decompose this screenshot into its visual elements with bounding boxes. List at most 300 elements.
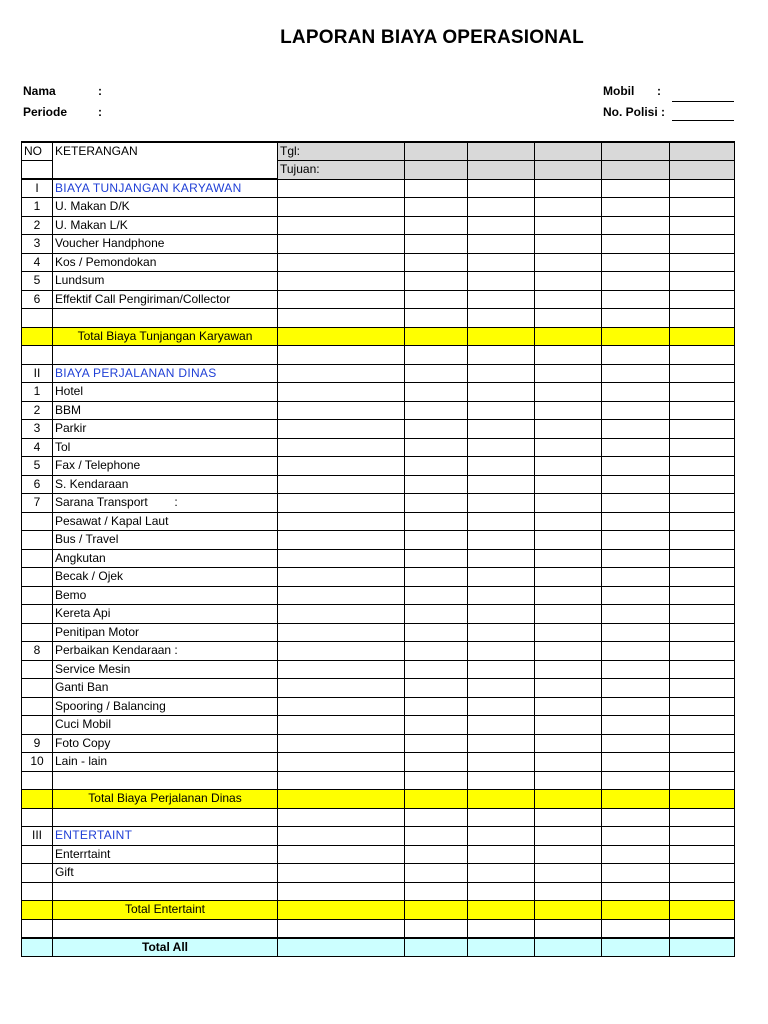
value-cell[interactable]	[535, 438, 602, 457]
row-number	[22, 716, 53, 735]
value-cell[interactable]	[278, 790, 405, 809]
value-cell[interactable]	[535, 938, 602, 957]
value-cell[interactable]	[602, 531, 670, 550]
value-cell[interactable]	[278, 438, 405, 457]
value-cell[interactable]	[278, 716, 405, 735]
value-cell[interactable]	[278, 938, 405, 957]
value-cell[interactable]	[602, 198, 670, 217]
value-cell[interactable]	[468, 290, 535, 309]
value-cell[interactable]	[535, 272, 602, 291]
value-cell[interactable]	[670, 827, 735, 846]
value-cell[interactable]	[535, 623, 602, 642]
value-cell[interactable]	[405, 864, 468, 883]
value-cell[interactable]	[602, 179, 670, 198]
value-cell[interactable]	[278, 383, 405, 402]
value-cell[interactable]	[405, 771, 468, 790]
value-cell[interactable]	[278, 420, 405, 439]
value-cell[interactable]	[670, 642, 735, 661]
value-cell[interactable]	[405, 253, 468, 272]
value-cell[interactable]	[278, 290, 405, 309]
value-cell[interactable]	[602, 882, 670, 901]
table-row	[22, 401, 735, 420]
value-cell[interactable]	[670, 771, 735, 790]
row-number: 5	[22, 457, 53, 476]
value-cell[interactable]	[670, 919, 735, 938]
value-cell[interactable]	[468, 679, 535, 698]
keterangan-cell: Fax / Telephone	[53, 457, 278, 476]
value-cell[interactable]	[278, 364, 405, 383]
value-cell[interactable]	[278, 179, 405, 198]
value-cell[interactable]	[535, 531, 602, 550]
value-cell[interactable]	[278, 309, 405, 328]
value-cell[interactable]	[468, 864, 535, 883]
value-cell[interactable]	[670, 179, 735, 198]
value-cell[interactable]	[468, 512, 535, 531]
section-title: ENTERTAINT	[55, 828, 133, 843]
row-number: 9	[22, 734, 53, 753]
row-number	[22, 919, 53, 938]
value-cell[interactable]	[405, 401, 468, 420]
value-cell[interactable]	[278, 549, 405, 568]
polisi-input-line[interactable]	[672, 120, 734, 121]
value-cell[interactable]	[278, 771, 405, 790]
value-cell[interactable]	[405, 568, 468, 587]
value-cell[interactable]	[468, 198, 535, 217]
tujuan-cell[interactable]	[670, 161, 735, 180]
keterangan-cell: Pesawat / Kapal Laut	[53, 512, 278, 531]
value-cell[interactable]	[405, 882, 468, 901]
value-cell[interactable]	[670, 605, 735, 624]
row-number	[22, 660, 53, 679]
value-cell[interactable]	[670, 734, 735, 753]
value-cell[interactable]	[535, 679, 602, 698]
value-cell[interactable]	[670, 401, 735, 420]
row-number	[22, 605, 53, 624]
value-cell[interactable]	[602, 346, 670, 365]
value-cell[interactable]	[602, 734, 670, 753]
value-cell[interactable]	[278, 827, 405, 846]
value-cell[interactable]	[405, 475, 468, 494]
value-cell[interactable]	[670, 346, 735, 365]
value-cell[interactable]	[602, 401, 670, 420]
value-cell[interactable]	[670, 512, 735, 531]
value-cell[interactable]	[468, 401, 535, 420]
value-cell[interactable]	[468, 235, 535, 254]
value-cell[interactable]	[670, 531, 735, 550]
value-cell[interactable]	[468, 272, 535, 291]
row-number	[22, 549, 53, 568]
value-cell[interactable]	[670, 660, 735, 679]
value-cell[interactable]	[535, 364, 602, 383]
value-cell[interactable]	[468, 420, 535, 439]
value-cell[interactable]	[535, 808, 602, 827]
value-cell[interactable]	[278, 235, 405, 254]
value-cell[interactable]	[670, 697, 735, 716]
value-cell[interactable]	[670, 457, 735, 476]
value-cell[interactable]	[468, 660, 535, 679]
value-cell[interactable]	[535, 568, 602, 587]
value-cell[interactable]	[535, 660, 602, 679]
value-cell[interactable]	[468, 808, 535, 827]
value-cell[interactable]	[535, 494, 602, 513]
value-cell[interactable]	[670, 808, 735, 827]
value-cell[interactable]	[602, 753, 670, 772]
value-cell[interactable]	[468, 253, 535, 272]
grand-total-label: Total All	[53, 938, 278, 957]
value-cell[interactable]	[602, 716, 670, 735]
value-cell[interactable]	[278, 401, 405, 420]
value-cell[interactable]	[670, 272, 735, 291]
value-cell[interactable]	[602, 586, 670, 605]
value-cell[interactable]	[278, 327, 405, 346]
tgl-cell[interactable]	[535, 142, 602, 161]
value-cell[interactable]	[670, 623, 735, 642]
keterangan-cell: Service Mesin	[53, 660, 278, 679]
value-cell[interactable]	[602, 420, 670, 439]
value-cell[interactable]	[405, 272, 468, 291]
value-cell[interactable]	[278, 919, 405, 938]
value-cell[interactable]	[468, 827, 535, 846]
value-cell[interactable]	[405, 845, 468, 864]
value-cell[interactable]	[278, 457, 405, 476]
value-cell[interactable]	[535, 235, 602, 254]
value-cell[interactable]	[602, 494, 670, 513]
value-cell[interactable]	[278, 605, 405, 624]
row-number: 3	[22, 420, 53, 439]
value-cell[interactable]	[468, 753, 535, 772]
tgl-cell[interactable]	[670, 142, 735, 161]
value-cell[interactable]	[602, 938, 670, 957]
value-cell[interactable]	[468, 568, 535, 587]
value-cell[interactable]	[405, 290, 468, 309]
tujuan-cell[interactable]	[405, 161, 468, 180]
value-cell[interactable]	[670, 253, 735, 272]
value-cell[interactable]	[535, 586, 602, 605]
value-cell[interactable]	[602, 605, 670, 624]
value-cell[interactable]	[405, 512, 468, 531]
value-cell[interactable]	[602, 919, 670, 938]
value-cell[interactable]	[602, 457, 670, 476]
value-cell[interactable]	[670, 235, 735, 254]
value-cell[interactable]	[602, 790, 670, 809]
value-cell[interactable]	[405, 457, 468, 476]
value-cell[interactable]	[278, 475, 405, 494]
value-cell[interactable]	[670, 327, 735, 346]
value-cell[interactable]	[405, 679, 468, 698]
value-cell[interactable]	[278, 346, 405, 365]
value-cell[interactable]	[468, 438, 535, 457]
value-cell[interactable]	[670, 845, 735, 864]
value-cell[interactable]	[468, 642, 535, 661]
value-cell[interactable]	[602, 568, 670, 587]
row-number: 6	[22, 290, 53, 309]
value-cell[interactable]	[670, 938, 735, 957]
value-cell[interactable]	[278, 623, 405, 642]
value-cell[interactable]	[535, 753, 602, 772]
value-cell[interactable]	[602, 290, 670, 309]
value-cell[interactable]	[535, 864, 602, 883]
row-number: 8	[22, 642, 53, 661]
keterangan-cell: Spooring / Balancing	[53, 697, 278, 716]
tgl-cell[interactable]	[468, 142, 535, 161]
value-cell[interactable]	[405, 438, 468, 457]
value-cell[interactable]	[602, 216, 670, 235]
value-cell[interactable]	[670, 679, 735, 698]
tgl-cell[interactable]	[602, 142, 670, 161]
value-cell[interactable]	[602, 475, 670, 494]
col-keterangan-header: KETERANGAN	[53, 142, 278, 179]
value-cell[interactable]	[468, 919, 535, 938]
value-cell[interactable]	[535, 901, 602, 920]
value-cell[interactable]	[535, 771, 602, 790]
value-cell[interactable]	[468, 605, 535, 624]
value-cell[interactable]	[468, 346, 535, 365]
value-cell[interactable]	[602, 623, 670, 642]
value-cell[interactable]	[670, 586, 735, 605]
value-cell[interactable]	[278, 753, 405, 772]
value-cell[interactable]	[535, 790, 602, 809]
value-cell[interactable]	[405, 420, 468, 439]
row-number	[22, 771, 53, 790]
value-cell[interactable]	[468, 383, 535, 402]
value-cell[interactable]	[405, 901, 468, 920]
value-cell[interactable]	[468, 586, 535, 605]
value-cell[interactable]	[278, 808, 405, 827]
value-cell[interactable]	[405, 549, 468, 568]
value-cell[interactable]	[278, 845, 405, 864]
value-cell[interactable]	[602, 827, 670, 846]
value-cell[interactable]	[535, 642, 602, 661]
value-cell[interactable]	[535, 253, 602, 272]
value-cell[interactable]	[602, 253, 670, 272]
value-cell[interactable]	[468, 716, 535, 735]
value-cell[interactable]	[535, 475, 602, 494]
value-cell[interactable]	[405, 383, 468, 402]
value-cell[interactable]	[602, 383, 670, 402]
value-cell[interactable]	[468, 901, 535, 920]
value-cell[interactable]	[405, 531, 468, 550]
keterangan-cell: Kereta Api	[53, 605, 278, 624]
value-cell[interactable]	[468, 771, 535, 790]
value-cell[interactable]	[535, 845, 602, 864]
value-cell[interactable]	[468, 697, 535, 716]
value-cell[interactable]	[670, 494, 735, 513]
value-cell[interactable]	[468, 475, 535, 494]
value-cell[interactable]	[602, 771, 670, 790]
value-cell[interactable]	[535, 549, 602, 568]
value-cell[interactable]	[535, 383, 602, 402]
value-cell[interactable]	[278, 494, 405, 513]
value-cell[interactable]	[602, 364, 670, 383]
value-cell[interactable]	[278, 864, 405, 883]
value-cell[interactable]	[278, 531, 405, 550]
subtotal-label: Total Entertaint	[53, 901, 278, 920]
value-cell[interactable]	[468, 549, 535, 568]
row-number	[22, 623, 53, 642]
value-cell[interactable]	[405, 697, 468, 716]
value-cell[interactable]	[405, 346, 468, 365]
value-cell[interactable]	[602, 697, 670, 716]
value-cell[interactable]	[535, 309, 602, 328]
value-cell[interactable]	[405, 660, 468, 679]
value-cell[interactable]	[602, 235, 670, 254]
value-cell[interactable]	[670, 364, 735, 383]
value-cell[interactable]	[535, 216, 602, 235]
value-cell[interactable]	[670, 753, 735, 772]
value-cell[interactable]	[535, 457, 602, 476]
value-cell[interactable]	[405, 919, 468, 938]
value-cell[interactable]	[535, 512, 602, 531]
tujuan-cell[interactable]	[468, 161, 535, 180]
value-cell[interactable]	[535, 198, 602, 217]
value-cell[interactable]	[278, 901, 405, 920]
value-cell[interactable]	[670, 901, 735, 920]
mobil-input-line[interactable]	[672, 101, 734, 102]
value-cell[interactable]	[468, 216, 535, 235]
keterangan-cell	[53, 346, 278, 365]
value-cell[interactable]	[405, 808, 468, 827]
value-cell[interactable]	[278, 272, 405, 291]
value-cell[interactable]	[468, 494, 535, 513]
value-cell[interactable]	[468, 364, 535, 383]
value-cell[interactable]	[602, 660, 670, 679]
table-row	[22, 845, 735, 864]
value-cell[interactable]	[468, 623, 535, 642]
value-cell[interactable]	[670, 568, 735, 587]
value-cell[interactable]	[602, 327, 670, 346]
value-cell[interactable]	[405, 494, 468, 513]
value-cell[interactable]	[405, 235, 468, 254]
value-cell[interactable]	[670, 438, 735, 457]
value-cell[interactable]	[405, 938, 468, 957]
value-cell[interactable]	[602, 901, 670, 920]
value-cell[interactable]	[278, 642, 405, 661]
header-row-date	[22, 142, 735, 161]
value-cell[interactable]	[468, 309, 535, 328]
subtotal-row	[22, 790, 735, 809]
value-cell[interactable]	[278, 660, 405, 679]
value-cell[interactable]	[468, 531, 535, 550]
value-cell[interactable]	[670, 864, 735, 883]
value-cell[interactable]	[405, 753, 468, 772]
value-cell[interactable]	[602, 512, 670, 531]
tujuan-cell[interactable]	[602, 161, 670, 180]
value-cell[interactable]	[602, 438, 670, 457]
polisi-label: No. Polisi :	[603, 105, 666, 119]
value-cell[interactable]	[535, 327, 602, 346]
value-cell[interactable]	[535, 697, 602, 716]
value-cell[interactable]	[278, 586, 405, 605]
value-cell[interactable]	[278, 697, 405, 716]
value-cell[interactable]	[602, 808, 670, 827]
value-cell[interactable]	[278, 253, 405, 272]
value-cell[interactable]	[535, 734, 602, 753]
value-cell[interactable]	[468, 734, 535, 753]
value-cell[interactable]	[670, 549, 735, 568]
value-cell[interactable]	[670, 420, 735, 439]
value-cell[interactable]	[468, 845, 535, 864]
value-cell[interactable]	[602, 845, 670, 864]
value-cell[interactable]	[602, 864, 670, 883]
value-cell[interactable]	[670, 290, 735, 309]
value-cell[interactable]	[602, 642, 670, 661]
value-cell[interactable]	[602, 679, 670, 698]
value-cell[interactable]	[535, 179, 602, 198]
tgl-cell[interactable]	[405, 142, 468, 161]
value-cell[interactable]	[405, 827, 468, 846]
value-cell[interactable]	[405, 642, 468, 661]
table-row	[22, 642, 735, 661]
value-cell[interactable]	[278, 734, 405, 753]
value-cell[interactable]	[405, 586, 468, 605]
value-cell[interactable]	[468, 790, 535, 809]
table-row	[22, 864, 735, 883]
value-cell[interactable]	[405, 327, 468, 346]
value-cell[interactable]	[670, 882, 735, 901]
value-cell[interactable]	[468, 938, 535, 957]
value-cell[interactable]	[405, 623, 468, 642]
value-cell[interactable]	[670, 309, 735, 328]
value-cell[interactable]	[535, 290, 602, 309]
value-cell[interactable]	[278, 568, 405, 587]
value-cell[interactable]	[278, 198, 405, 217]
value-cell[interactable]	[405, 179, 468, 198]
value-cell[interactable]	[278, 882, 405, 901]
value-cell[interactable]	[278, 679, 405, 698]
value-cell[interactable]	[405, 790, 468, 809]
keterangan-cell: Penitipan Motor	[53, 623, 278, 642]
value-cell[interactable]	[670, 475, 735, 494]
value-cell[interactable]	[535, 716, 602, 735]
value-cell[interactable]	[535, 827, 602, 846]
value-cell[interactable]	[670, 790, 735, 809]
value-cell[interactable]	[670, 198, 735, 217]
value-cell[interactable]	[602, 272, 670, 291]
value-cell[interactable]	[468, 179, 535, 198]
row-number	[22, 901, 53, 920]
value-cell[interactable]	[405, 198, 468, 217]
value-cell[interactable]	[405, 734, 468, 753]
table-row	[22, 679, 735, 698]
value-cell[interactable]	[602, 309, 670, 328]
value-cell[interactable]	[278, 512, 405, 531]
value-cell[interactable]	[670, 716, 735, 735]
value-cell[interactable]	[535, 401, 602, 420]
value-cell[interactable]	[468, 882, 535, 901]
value-cell[interactable]	[405, 605, 468, 624]
table-row	[22, 623, 735, 642]
value-cell[interactable]	[602, 549, 670, 568]
mobil-label: Mobil	[603, 84, 635, 98]
value-cell[interactable]	[535, 420, 602, 439]
value-cell[interactable]	[535, 346, 602, 365]
value-cell[interactable]	[468, 327, 535, 346]
value-cell[interactable]	[468, 457, 535, 476]
tujuan-cell[interactable]	[535, 161, 602, 180]
value-cell[interactable]	[670, 216, 735, 235]
value-cell[interactable]	[535, 605, 602, 624]
value-cell[interactable]	[405, 216, 468, 235]
value-cell[interactable]	[405, 309, 468, 328]
value-cell[interactable]	[535, 882, 602, 901]
row-number	[22, 808, 53, 827]
value-cell[interactable]	[405, 364, 468, 383]
value-cell[interactable]	[405, 716, 468, 735]
no-header-blank	[22, 161, 53, 180]
value-cell[interactable]	[535, 919, 602, 938]
value-cell[interactable]	[670, 383, 735, 402]
value-cell[interactable]	[278, 216, 405, 235]
